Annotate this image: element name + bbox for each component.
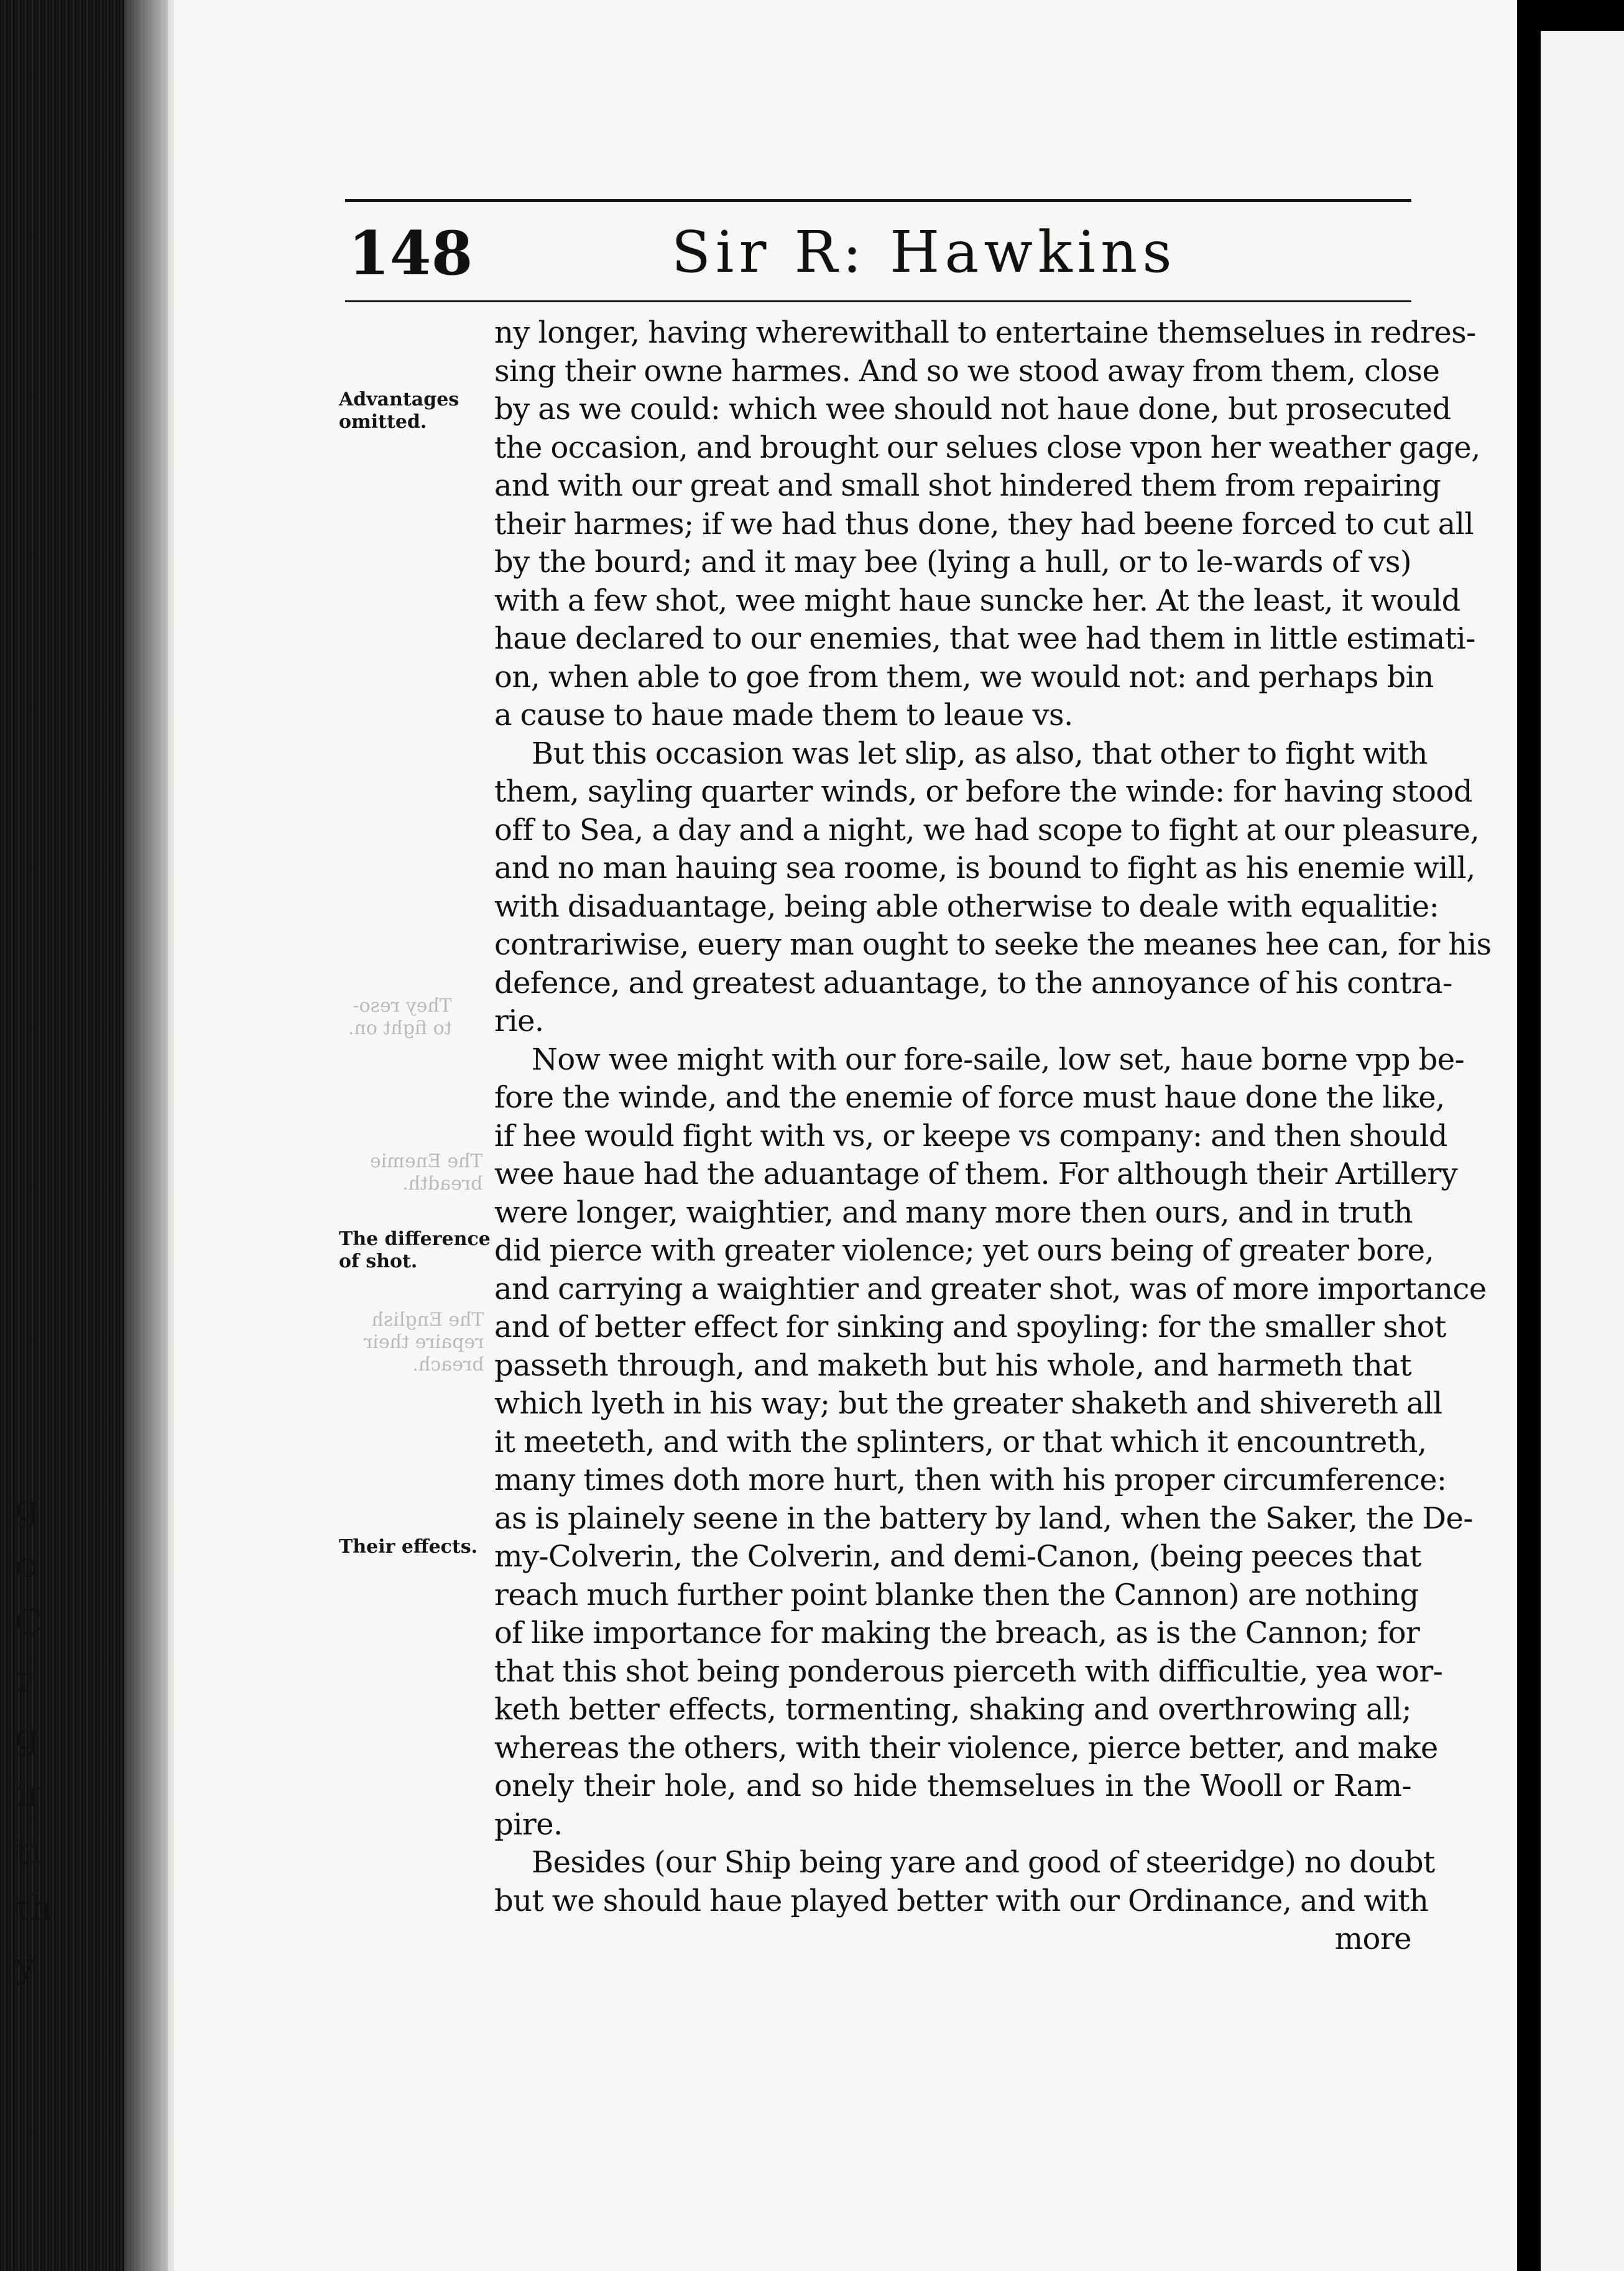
body-line: Now wee might with our fore-saile, low set, haue borne vpp be- [532, 1042, 1465, 1077]
adjacent-page-letter: ir [16, 1774, 44, 1815]
body-line: did pierce with greater violence; yet ours being of greater bore, [494, 1233, 1434, 1268]
body-line: them, sayling quarter winds, or before the winde: for having stood [494, 774, 1472, 809]
adjacent-page-letter: r [16, 1660, 32, 1700]
margin-note-line: Advantages [339, 389, 459, 410]
show-through-line: repaire their [364, 1331, 484, 1353]
body-line: and no man hauing sea roome, is bound to fight as his enemie will, [494, 851, 1475, 886]
running-head: Sir R: Hawkins [671, 219, 1177, 285]
show-through-line: to fight on. [348, 1017, 452, 1039]
body-line: more [1334, 1922, 1411, 1956]
body-line: keth better effects, tormenting, shaking and overthrowing all; [494, 1692, 1411, 1727]
header-rule [345, 199, 1411, 202]
body-line: on, when able to goe from them, we would not: and perhaps bin [494, 659, 1434, 695]
body-line: and of better effect for sinking and spoyling: for the smaller shot [494, 1310, 1446, 1344]
body-line: of like importance for making the breach, as is the Cannon; for [494, 1616, 1420, 1650]
adjacent-page-letter: c [16, 1545, 35, 1586]
body-line: were longer, waightier, and many more then ours, and in truth [494, 1195, 1413, 1230]
show-through-note [370, 1150, 482, 1195]
body-line: and with our great and small shot hindered them from repairing [494, 468, 1441, 503]
show-through-line: breach. [412, 1354, 484, 1376]
body-line: many times doth more hurt, then with his proper circumference: [494, 1463, 1447, 1497]
body-line: a cause to haue made them to leaue vs. [494, 698, 1073, 733]
body-line: fore the winde, and the enemie of force must haue done the like, [494, 1080, 1445, 1115]
body-line: whereas the others, with their violence, pierce better, and make [494, 1730, 1438, 1765]
adjacent-page-letter: C [16, 1603, 42, 1643]
body-line: off to Sea, a day and a night, we had scope to fight at our pleasure, [494, 812, 1480, 848]
show-through-line: The Enemie [370, 1150, 483, 1172]
show-through-line: breadth. [402, 1173, 483, 1195]
adjacent-page-letter: g [16, 1717, 38, 1757]
gutter-shadow [1517, 0, 1542, 2271]
body-line: with disaduantage, being able otherwise to deale with equalitie: [494, 889, 1439, 924]
margin-note-line: Their effects. [339, 1536, 478, 1558]
body-line: which lyeth in his way; but the greater shaketh and shivereth all [494, 1386, 1442, 1421]
margin-note-advantages-omitted [339, 389, 488, 433]
page-number: 148 [348, 218, 473, 289]
body-line: sing their owne harmes. And so we stood away from them, close [494, 353, 1440, 389]
margin-note-line: of shot. [339, 1251, 418, 1272]
body-line: by the bourd; and it may bee (lying a hull, or to le-wards of vs) [494, 545, 1411, 580]
body-line: passeth through, and maketh but his whole, and harmeth that [494, 1348, 1411, 1383]
margin-note-difference-of-shot [339, 1228, 491, 1273]
body-line: reach much further point blanke then the Cannon) are nothing [494, 1577, 1419, 1612]
body-line: and carrying a waightier and greater shot, was of more importance [494, 1271, 1487, 1307]
adjacent-page-letter: ti [16, 1831, 41, 1872]
body-line: onely their hole, and so hide themselues in the Wooll or Ram- [494, 1769, 1411, 1803]
show-through-note [364, 1309, 484, 1376]
body-line: that this shot being ponderous pierceth with difficultie, yea wor- [494, 1654, 1443, 1689]
body-line: Besides (our Ship being yare and good of steeridge) no doubt [532, 1845, 1435, 1880]
body-line: wee haue had the aduantage of them. For although their Artillery [494, 1157, 1458, 1191]
body-line: it meeteth, and with the splinters, or that which it encountreth, [494, 1424, 1427, 1459]
body-line: haue declared to our enemies, that wee had them in little estimati- [494, 621, 1475, 656]
margin-note-line: omitted. [339, 411, 427, 433]
header-sub-rule [345, 300, 1411, 302]
body-text [494, 314, 1492, 1959]
body-line: the occasion, and brought our selues close vpon her weather gage, [494, 430, 1480, 465]
body-line: but we should haue played better with our Ordinance, and with [494, 1883, 1429, 1918]
body-line: pire. [494, 1806, 563, 1842]
show-through-note [348, 995, 452, 1040]
adjacent-page-edge [1541, 31, 1624, 2271]
show-through-line: They reso- [353, 995, 452, 1017]
body-line: by as we could: which wee should not haue done, but prosecuted [494, 392, 1451, 427]
body-line: ny longer, having wherewithall to entertaine themselues in redres- [494, 315, 1476, 350]
body-line: if hee would fight with vs, or keepe vs company: and then should [494, 1118, 1447, 1154]
body-line: But this occasion was let slip, as also, that other to fight with [532, 736, 1428, 771]
margin-note-line: The difference [339, 1228, 491, 1250]
body-line: with a few shot, wee might haue suncke her. At the least, it would [494, 583, 1460, 618]
body-line: rie. [494, 1004, 544, 1038]
body-line: as is plainely seene in the battery by land, when the Saker, the De- [494, 1501, 1473, 1536]
margin-note-their-effects [339, 1536, 488, 1558]
body-line: my-Colverin, the Colverin, and demi-Canon, (being peeces that [494, 1539, 1421, 1574]
show-through-line: The English [371, 1309, 484, 1331]
adjacent-page-letter: g [16, 1488, 38, 1529]
body-line: their harmes; if we had thus done, they had beene forced to cut all [494, 506, 1474, 542]
body-line: defence, and greatest aduantage, to the annoyance of his contra- [494, 965, 1452, 1001]
adjacent-page-letter: y [16, 1946, 35, 1986]
binding-shadow [124, 0, 174, 2271]
adjacent-page-letter: th [16, 1889, 52, 1929]
adjacent-page-letters [16, 1480, 52, 1995]
body-line: contrariwise, euery man ought to seeke the meanes hee can, for his [494, 927, 1492, 962]
